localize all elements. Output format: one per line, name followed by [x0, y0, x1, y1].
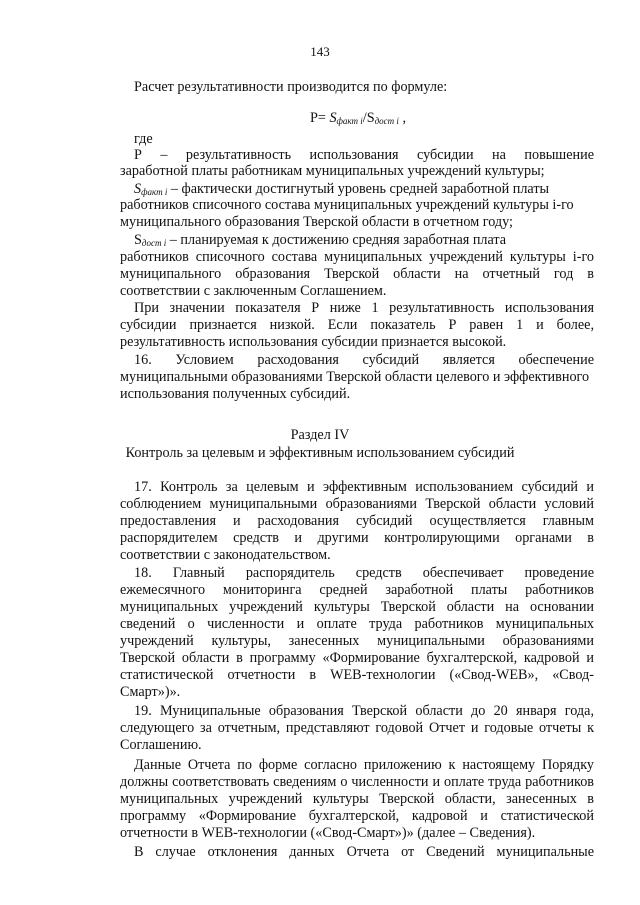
item-18-line: статистической отчетности в WEB-технологии («Свод-WEB», «Свод- [120, 667, 594, 683]
s-dost-subscript: дост i [141, 238, 167, 248]
s-dost-definition-line: работников списочного состава муниципальных учреждений культуры i-го [120, 249, 594, 265]
p-value-line: При значении показателя Р ниже 1 результативность использования [134, 300, 594, 316]
formula-intro: Расчет результативности производится по формуле: [134, 79, 448, 95]
section-title: Контроль за целевым и эффективным использованием субсидий [125, 445, 515, 461]
formula-tail: , [398, 110, 407, 126]
s-dost-definition-line: соответствии с заключенным Соглашением. [120, 283, 387, 299]
p-value-line: субсидии признается низкой. Если показатель Р равен 1 и более, [120, 317, 594, 333]
s-fact-definition-line: работников списочного состава муниципальных учреждений культуры i-го [120, 197, 574, 213]
item-19-line: Соглашению. [120, 737, 202, 753]
s-fact-symbol: S [134, 181, 142, 197]
s-dost-text: – планируемая к достижению средняя заработная плата [166, 232, 507, 248]
last-line: В случае отклонения данных Отчета от Сведений муниципальные [134, 844, 594, 860]
s-fact-text: – фактически достигнутый уровень средней заработной платы [167, 181, 550, 197]
formula-slash: /S [362, 110, 375, 126]
item-18-line: Тверской области в программу «Формирование бухгалтерской, кадровой и [120, 650, 594, 666]
section-number: Раздел IV [290, 427, 350, 443]
item-17-line: предоставления и расходования субсидий осуществляется главным [120, 513, 594, 529]
s-fact-definition-line: муниципального образования Тверской области в отчетном году; [120, 214, 513, 230]
item-17-line: соответствии с законодательством. [120, 547, 331, 563]
formula-sub-fact: факт i [336, 116, 363, 126]
report-paragraph-line: отчетности в WEB-технологии («Свод-Смарт»)» (далее – Сведения). [120, 825, 536, 841]
item-18-line: сведений о численности и оплате труда работников муниципальных [120, 616, 594, 632]
item-19-line: следующего за отчетным, представляют годовой Отчет и годовые отчеты к [120, 720, 594, 736]
formula [310, 110, 510, 129]
report-paragraph-line: муниципальных учреждений культуры Тверской области, занесенных в [120, 791, 594, 807]
item-18-line: Смарт»)». [120, 684, 181, 700]
formula-s-fact: S [329, 110, 337, 126]
item-16-line: 16. Условием расходования субсидий является обеспечение [134, 352, 594, 368]
formula-lhs: P= [310, 110, 326, 126]
p-definition-line: Р – результативность использования субсидии на повышение [134, 147, 594, 163]
page-number: 143 [310, 44, 330, 59]
item-18-line: муниципальных учреждений культуры Тверской области на основании [120, 599, 594, 615]
s-fact-subscript: факт i [141, 187, 168, 197]
item-17-line: 17. Контроль за целевым и эффективным использованием субсидий и [134, 479, 594, 495]
item-16-line: муниципальными образованиями Тверской области целевого и эффективного [120, 369, 590, 385]
item-16-line: использования полученных субсидий. [120, 386, 351, 402]
report-paragraph-line: должны соответствовать сведениям о численности и оплате труда работников [120, 774, 594, 790]
s-dost-symbol: S [134, 232, 142, 248]
where-label: где [134, 131, 153, 147]
p-value-line: результативность использования субсидии признается высокой. [120, 334, 507, 350]
item-18-line: 18. Главный распорядитель средств обеспечивает проведение [134, 565, 594, 581]
item-17-line: распорядителем средств и другими контролирующими органами в [120, 530, 594, 546]
item-19-line: 19. Муниципальные образования Тверской области до 20 января года, [134, 703, 594, 719]
item-18-line: учреждений культуры, занесенных муниципальными образованиями [120, 633, 594, 649]
item-18-line: ежемесячного мониторинга средней заработной платы работников [120, 582, 594, 598]
formula-sub-dost: дост i [374, 116, 399, 126]
p-definition-line: заработной платы работникам муниципальных учреждений культуры; [120, 163, 545, 179]
s-dost-definition-line: муниципального образования Тверской области на отчетный год в [120, 266, 594, 282]
item-17-line: соблюдением муниципальными образованиями Тверской области условий [120, 496, 594, 512]
report-paragraph-line: Данные Отчета по форме согласно приложению к настоящему Порядку [134, 757, 594, 773]
report-paragraph-line: программу «Формирование бухгалтерской, кадровой и статистической [120, 808, 594, 824]
